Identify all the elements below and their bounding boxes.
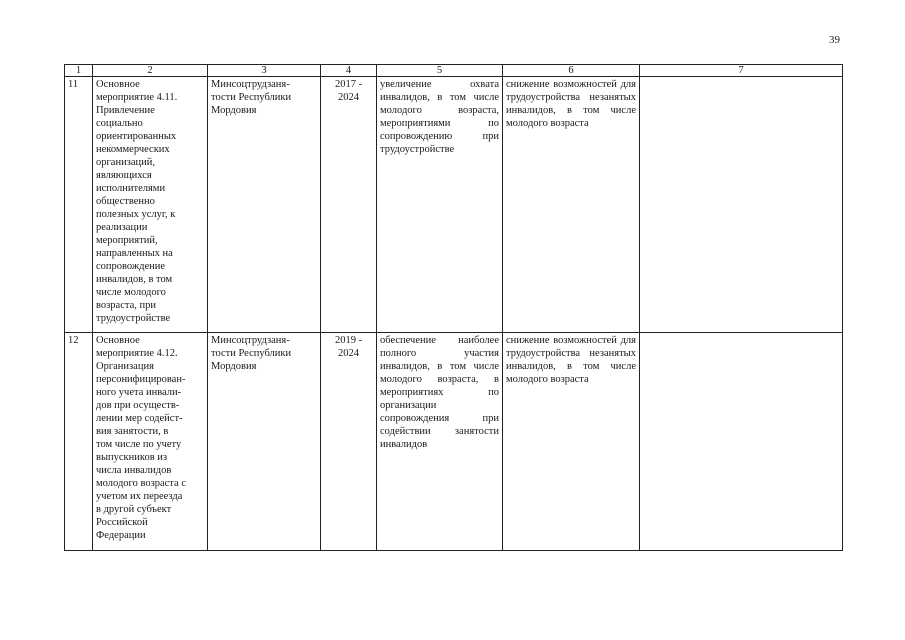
program-table [64,64,843,551]
event-cell: Основное мероприятие 4.11. Привлечение социально ориентированных некоммерческих организаций, являющихся исполнителями общественно полезных услуг, к реализации мероприятий, направленных на сопровождение инвалидов, в том числе молодого возраста, при трудоустройстве [93,77,208,333]
page-number: 39 [829,34,840,46]
col-header-2: 2 [93,65,208,77]
consequence-cell: снижение возможностей для трудоустройства незанятых инвалидов, в том числе молодого возраста [503,77,640,333]
period-cell: 2019 - 2024 [321,333,377,551]
col-header-7: 7 [640,65,843,77]
row-number: 11 [65,77,93,333]
col-header-5: 5 [377,65,503,77]
col-header-4: 4 [321,65,377,77]
result-cell: увеличение охвата инвалидов, в том числе молодого возраста, мероприятиями по сопровождению при трудоустройстве [377,77,503,333]
executor-cell: Минсоцтрудзаня- тости Республики Мордовия [208,333,321,551]
table-row [65,333,843,551]
table-row [65,77,843,333]
event-cell: Основное мероприятие 4.12. Организация персонифицирован- ного учета инвали- дов при осуществ- лении мер содейст- вия занятости, в том числе по учету выпускников из числа инвалидов молодого возраста с учетом их переезда в другой субъект Российской Федерации [93,333,208,551]
col-header-1: 1 [65,65,93,77]
link-cell [640,77,843,333]
col-header-3: 3 [208,65,321,77]
header-row [65,65,843,77]
consequence-cell: снижение возможностей для трудоустройства незанятых инвалидов, в том числе молодого возраста [503,333,640,551]
link-cell [640,333,843,551]
period-cell: 2017 - 2024 [321,77,377,333]
row-number: 12 [65,333,93,551]
col-header-6: 6 [503,65,640,77]
result-cell: обеспечение наиболее полного участия инвалидов, в том числе молодого возраста, в мероприятиях по организации сопровождения при содействии занятости инвалидов [377,333,503,551]
executor-cell: Минсоцтрудзаня- тости Республики Мордовия [208,77,321,333]
